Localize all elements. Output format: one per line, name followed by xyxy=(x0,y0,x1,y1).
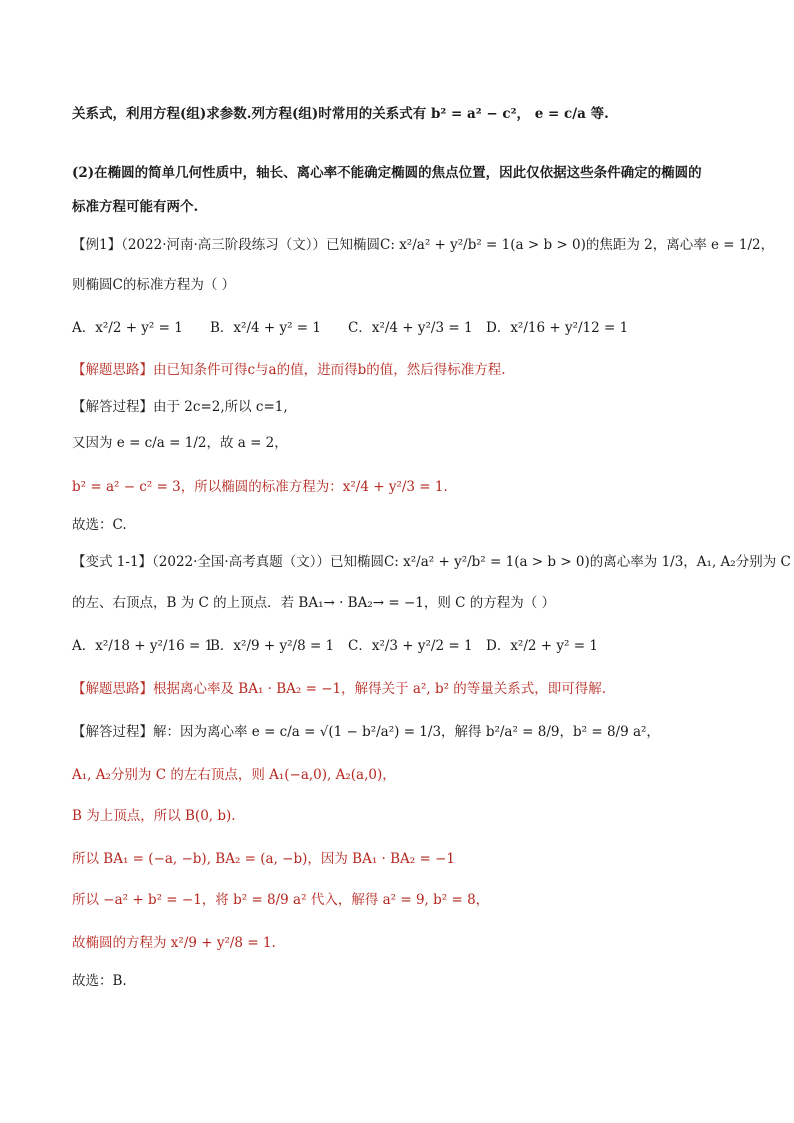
example1-answer: 故选：C. xyxy=(72,517,127,533)
example1-thinking: 【解题思路】由已知条件可得c与a的值，进而得b的值，然后得标准方程. xyxy=(72,362,506,378)
example1-option-b: B．x²/4 + y² = 1 xyxy=(210,320,321,336)
example1-process-3: b² = a² − c² = 3，所以椭圆的标准方程为：x²/4 + y²/3 = 1. xyxy=(72,479,448,495)
variant1-stem-line-2: 的左、右顶点，B 为 C 的上顶点．若 BA₁→ · BA₂→ = −1，则 C 的方程为（ ） xyxy=(72,595,556,611)
variant1-option-c: C．x²/3 + y²/2 = 1 xyxy=(348,638,473,654)
example1-process-1: 【解答过程】由于 2c=2,所以 c=1, xyxy=(72,399,288,415)
variant1-process-1: 【解答过程】解：因为离心率 e = c/a = √(1 − b²/a²) = 1/3，解得 b²/a² = 8/9，b² = 8/9 a²， xyxy=(72,724,660,740)
example1-stem-line-2: 则椭圆C的标准方程为（ ） xyxy=(72,277,236,293)
intro-line-2: (2)在椭圆的简单几何性质中，轴长、离心率不能确定椭圆的焦点位置，因此仅依据这些条件确定的椭圆的 xyxy=(72,165,702,181)
intro-line-3: 标准方程可能有两个. xyxy=(72,199,199,215)
variant1-option-d: D．x²/2 + y² = 1 xyxy=(486,638,598,654)
variant1-answer: 故选：B. xyxy=(72,973,127,989)
variant1-process-3: B 为上顶点，所以 B(0, b). xyxy=(72,808,236,824)
variant1-process-4: 所以 BA₁ = (−a, −b), BA₂ = (a, −b)，因为 BA₁ · BA₂ = −1 xyxy=(72,851,455,867)
example1-option-a: A．x²/2 + y² = 1 xyxy=(72,320,183,336)
example1-process-2: 又因为 e = c/a = 1/2，故 a = 2， xyxy=(72,435,288,451)
variant1-stem-line-1: 【变式 1-1】（2022·全国·高考真题（文））已知椭圆C: x²/a² + y²/b² = 1(a > b > 0)的离心率为 1/3，A₁, A₂分别为 C xyxy=(72,554,791,570)
example1-option-c: C．x²/4 + y²/3 = 1 xyxy=(348,320,473,336)
intro-line-1: 关系式，利用方程(组)求参数.列方程(组)时常用的关系式有 b² = a² − c²， e = c/a 等. xyxy=(72,106,609,122)
variant1-process-5: 所以 −a² + b² = −1，将 b² = 8/9 a² 代入，解得 a² = 9, b² = 8， xyxy=(72,892,490,908)
variant1-thinking: 【解题思路】根据离心率及 BA₁ · BA₂ = −1，解得关于 a², b² 的等量关系式，即可得解. xyxy=(72,681,607,697)
variant1-option-b: B．x²/9 + y²/8 = 1 xyxy=(210,638,335,654)
variant1-process-6: 故椭圆的方程为 x²/9 + y²/8 = 1. xyxy=(72,935,276,951)
example1-option-d: D．x²/16 + y²/12 = 1 xyxy=(486,320,629,336)
variant1-option-a: A．x²/18 + y²/16 = 1 xyxy=(72,638,214,654)
variant1-process-2: A₁, A₂分别为 C 的左右顶点，则 A₁(−a,0), A₂(a,0)， xyxy=(72,767,396,783)
example1-stem-line-1: 【例1】（2022·河南·高三阶段练习（文））已知椭圆C: x²/a² + y²/b² = 1(a > b > 0)的焦距为 2，离心率 e = 1/2， xyxy=(72,237,775,253)
